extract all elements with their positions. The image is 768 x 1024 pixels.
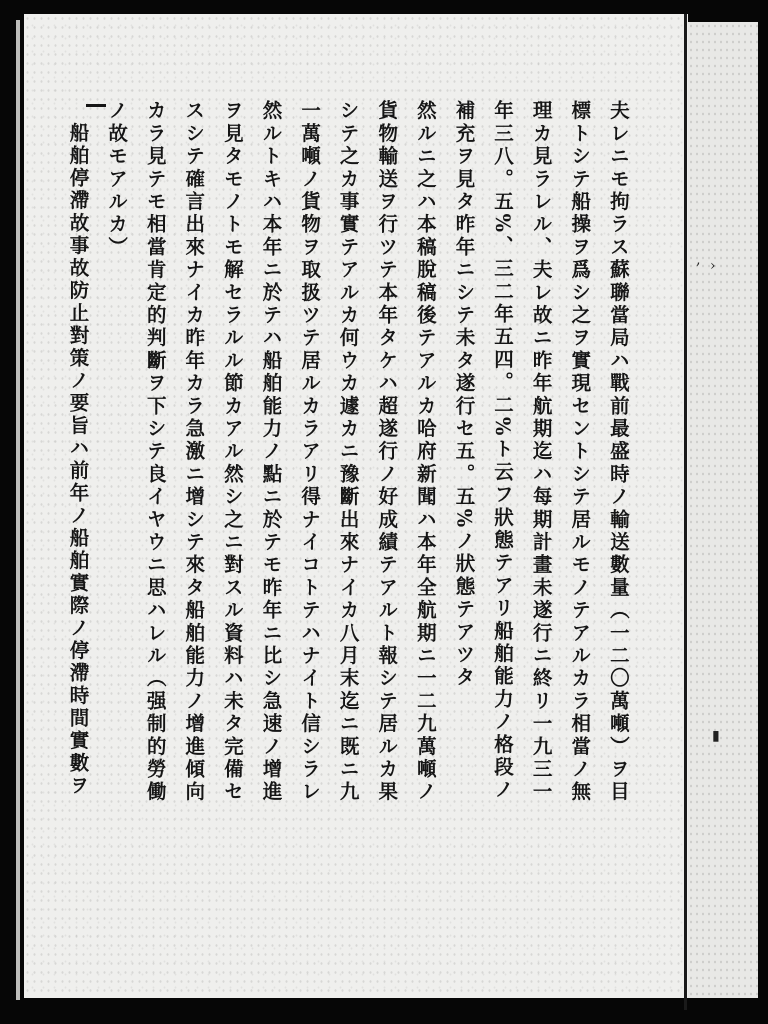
text-column: 理カ見ラレル、夫レ故ニ昨年航期迄ハ每期計畫未遂行ニ終リ一九三一	[529, 100, 553, 804]
speck-mark: ▮	[712, 728, 720, 744]
text-column: 年三八。五%、三二年五四。二%ト云フ狀態テアリ船舶能力ノ格段ノ	[491, 100, 515, 802]
text-column: 夫レニモ拘ラス蘇聯當局ハ戰前最盛時ノ輸送數量（一二〇萬噸）ヲ目	[606, 100, 630, 804]
speck-mark: ›	[710, 258, 716, 274]
text-column: 貨物輸送ヲ行ツテ本年タケハ超遂行ノ好成績テアルト報シテ居ルカ果	[375, 100, 399, 804]
text-column: 補充ヲ見タ昨年ニシテ未タ遂行セ五。五%ノ狀態テアツタ	[452, 100, 476, 690]
page-edge	[16, 20, 20, 1000]
text-column: カラ見テモ相當肯定的判斷ヲ下シテ良イヤウニ思ハレル（强制的勞働	[143, 100, 167, 804]
section-heading-column: 船舶停滯故事故防止對策ノ要旨ハ前年ノ船舶實際ノ停滯時間實數ヲ	[66, 100, 90, 798]
text-column: ノ故モアルカ）	[105, 100, 129, 259]
text-column: 然ルニ之ハ本稿脫稿後テアルカ哈府新聞ハ本年全航期ニ一二九萬噸ノ	[413, 100, 437, 804]
text-column: 標トシテ船操ヲ爲シ之ヲ實現セントシテ居ルモノテアルカラ相當ノ無	[568, 100, 592, 804]
text-column: スシテ確言出來ナイカ昨年カラ急激ニ增シテ來タ船舶能力ノ增進傾向	[182, 100, 206, 804]
vertical-text-block	[68, 100, 628, 930]
facing-page-edge	[688, 22, 758, 998]
page-binding-line	[684, 14, 687, 1010]
text-column: シテ之カ事實テアルカ何ウカ遽カニ豫斷出來ナイカ八月末迄ニ既ニ九	[336, 100, 360, 804]
speck-mark: ‚	[696, 252, 701, 268]
text-column: 一萬噸ノ貨物ヲ取扱ツテ居ルカラアリ得ナイコトテハナイト信シラレ	[298, 100, 322, 804]
text-column: 然ルトキハ本年ニ於テハ船舶能力ノ點ニ於テモ昨年ニ比シ急速ノ增進	[259, 100, 283, 804]
text-column: ヲ見タモノトモ解セラルル節カアル然シ之ニ對スル資料ハ未タ完備セ	[220, 100, 244, 804]
